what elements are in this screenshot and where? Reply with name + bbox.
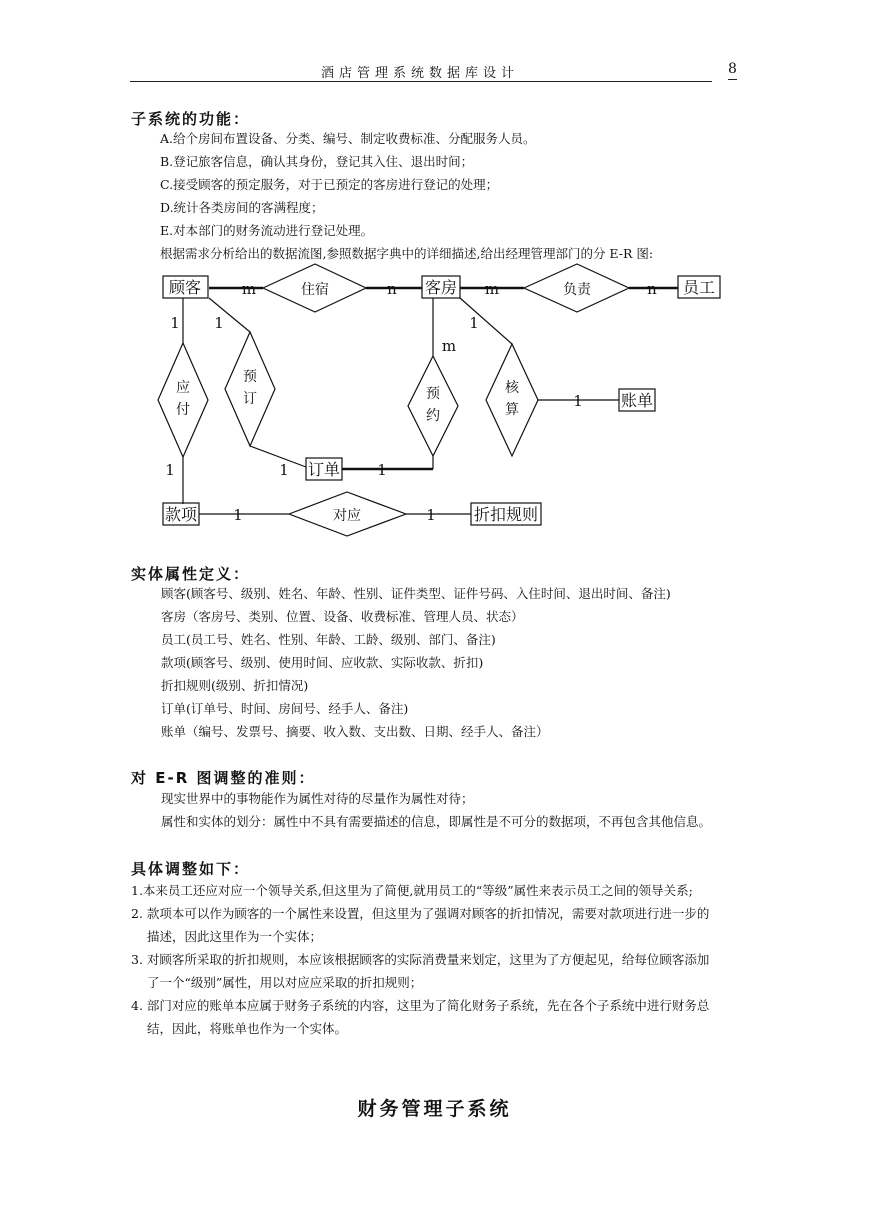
- attribute-item: 顾客(顾客号、级别、姓名、年龄、性别、证件类型、证件号码、入住时间、退出时间、备注): [161, 586, 671, 601]
- relation-settle-diamond: [486, 344, 538, 456]
- page-number: 8: [728, 61, 737, 80]
- line-room-settle: [460, 298, 512, 344]
- function-item: D.统计各类房间的客满程度；: [160, 200, 324, 215]
- card-payment-match: 1: [233, 506, 243, 524]
- adjustment-item: 2. 款项本可以作为顾客的一个属性来设置，但这里为了强调对顾客的折扣情况，需要对款项进行进一步的: [131, 906, 710, 921]
- adjustment-item-continued: 了一个“级别”属性，用以对应应采取的折扣规则；: [147, 975, 423, 990]
- card-guest-stay: m: [241, 280, 257, 298]
- entity-staff: 员工: [682, 278, 716, 297]
- line-book-order: [250, 446, 306, 467]
- card-stay-room: n: [387, 280, 397, 298]
- next-section-title: 财务管理子系统: [357, 1098, 512, 1120]
- relation-match: 对应: [333, 508, 361, 524]
- relation-stay: 住宿: [301, 282, 329, 298]
- card-match-discount: 1: [426, 506, 436, 524]
- card-room-reserve: m: [441, 337, 457, 355]
- card-settle-bill: 1: [573, 392, 583, 410]
- principle-item: 属性和实体的划分：属性中不具有需要描述的信息，即属性是不可分的数据项，不再包含其他信息。: [161, 814, 712, 829]
- relation-pay: 应付: [176, 380, 190, 418]
- document-header-title: 酒店管理系统数据库设计: [320, 66, 519, 81]
- card-resp-staff: n: [647, 280, 657, 298]
- entity-order: 订单: [307, 460, 341, 479]
- adjustment-item: 1.本来员工还应对应一个领导关系,但这里为了简便,就用员工的“等级”属性来表示员工之间的领导关系;: [131, 883, 693, 898]
- function-item: E.对本部门的财务流动进行登记处理。: [160, 223, 374, 238]
- card-guest-book: 1: [214, 314, 224, 332]
- card-book-order: 1: [279, 461, 289, 479]
- principle-item: 现实世界中的事物能作为属性对待的尽量作为属性对待；: [161, 791, 474, 806]
- adjustments-heading: 具体调整如下：: [131, 860, 251, 878]
- attribute-item: 员工(员工号、姓名、性别、年龄、工龄、级别、部门、备注): [161, 632, 496, 647]
- attribute-item: 客房（客房号、类别、位置、设备、收费标准、管理人员、状态）: [161, 609, 524, 624]
- attribute-item: 账单（编号、发票号、摘要、收入数、支出数、日期、经手人、备注）: [161, 724, 549, 739]
- relation-pay-diamond: [158, 343, 208, 457]
- entity-guest: 顾客: [168, 278, 202, 297]
- card-guest-pay: 1: [170, 314, 180, 332]
- card-reserve-order: 1: [377, 461, 387, 479]
- relation-reserve: 预约: [426, 386, 440, 424]
- function-item: A.给个房间布置设备、分类、编号、制定收费标准、分配服务人员。: [160, 131, 536, 146]
- adjustment-item-continued: 结，因此，将账单也作为一个实体。: [147, 1021, 348, 1036]
- attribute-item: 款项(顾客号、级别、使用时间、应收款、实际收款、折扣): [161, 655, 484, 670]
- functions-heading: 子系统的功能：: [131, 110, 251, 128]
- attribute-item: 折扣规则(级别、折扣情况): [161, 678, 309, 693]
- card-room-settle: 1: [469, 314, 479, 332]
- attributes-heading: 实体属性定义：: [131, 565, 251, 583]
- relation-book: 预订: [243, 369, 257, 407]
- relation-book-diamond: [225, 332, 275, 446]
- card-pay-payment: 1: [165, 461, 175, 479]
- relation-settle: 核算: [505, 380, 519, 418]
- relation-reserve-diamond: [408, 356, 458, 456]
- card-room-resp: m: [484, 280, 500, 298]
- entity-payment: 款项: [164, 505, 198, 524]
- function-item: C.接受顾客的预定服务，对于已预定的客房进行登记的处理；: [160, 177, 499, 192]
- relation-responsible: 负责: [563, 282, 591, 298]
- entity-discount: 折扣规则: [473, 505, 539, 524]
- attribute-item: 订单(订单号、时间、房间号、经手人、备注): [161, 701, 409, 716]
- adjustment-item-continued: 描述，因此这里作为一个实体；: [147, 929, 323, 944]
- principles-heading: 对 E-R 图调整的准则：: [131, 769, 316, 787]
- entity-bill: 账单: [620, 391, 654, 410]
- er-diagram: [0, 0, 869, 560]
- er-intro-text: 根据需求分析给出的数据流图,参照数据字典中的详细描述,给出经理管理部门的分 E-R 图:: [160, 246, 654, 261]
- adjustment-item: 4. 部门对应的账单本应属于财务子系统的内容，这里为了简化财务子系统，先在各个子系统中进行财务总: [131, 998, 710, 1013]
- adjustment-item: 3. 对顾客所采取的折扣规则，本应该根据顾客的实际消费量来划定，这里为了方便起见，给每位顾客添加: [131, 952, 710, 967]
- function-item: B.登记旅客信息，确认其身份，登记其入住、退出时间；: [160, 154, 474, 169]
- entity-room: 客房: [424, 278, 458, 297]
